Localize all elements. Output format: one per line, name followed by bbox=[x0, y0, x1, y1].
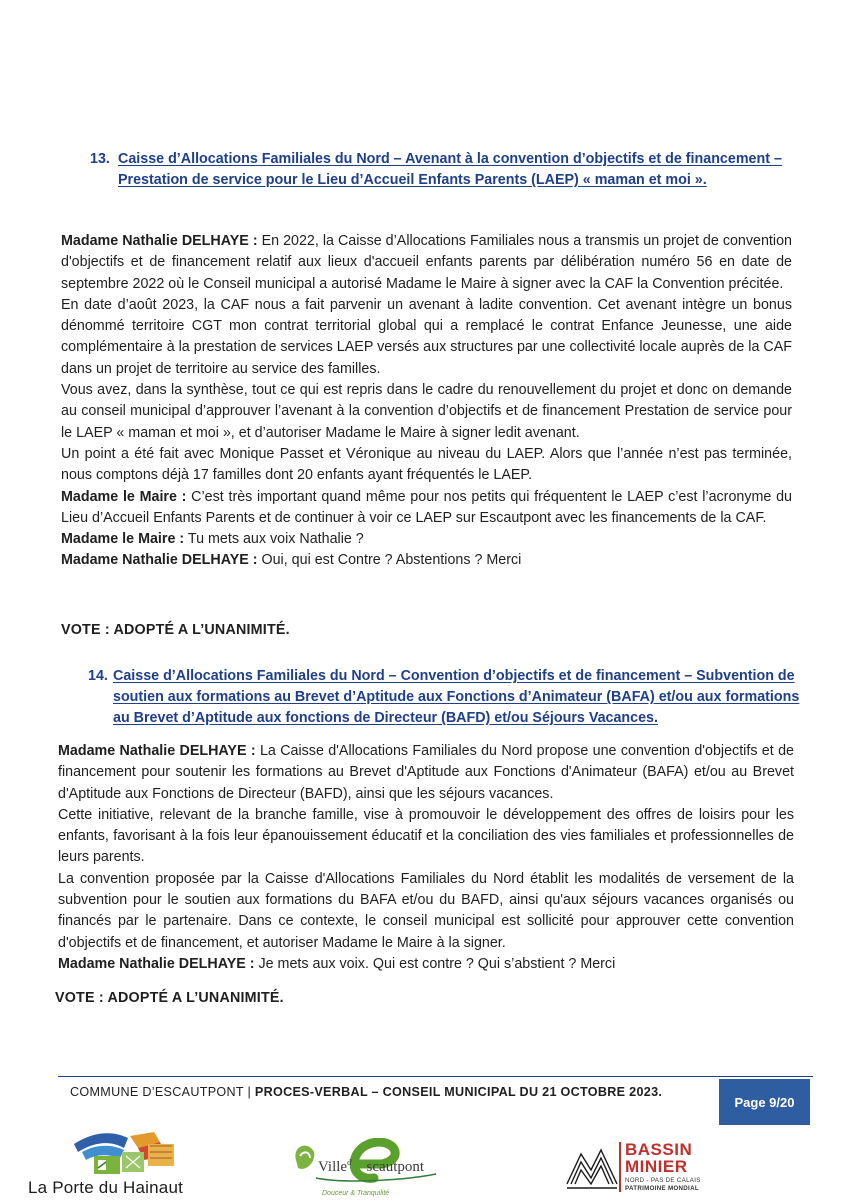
hainaut-logo bbox=[28, 1126, 208, 1200]
paragraph bbox=[61, 295, 792, 380]
section-13-vote: VOTE : ADOPTÉ A L’UNANIMITÉ. bbox=[61, 622, 290, 638]
speaker-name: Madame Nathalie DELHAYE : bbox=[58, 743, 256, 759]
paragraph-text: Un point a été fait avec Monique Passet et Véronique au niveau du LAEP. Alors que l’année n’est pas terminée, nous comptons déjà 17 familles dont 20 enfants ayant fréquentés le LAEP. bbox=[61, 445, 792, 484]
paragraph bbox=[61, 444, 792, 487]
bassin-minier-logo bbox=[563, 1138, 708, 1200]
paragraph bbox=[61, 550, 792, 571]
paragraph-text: Cette initiative, relevant de la branche famille, vise à promouvoir le développement des offres de loisirs pour les enfants, favorisant à la fois leur épanouissement éducatif et la conciliation des vies familiales et professionnelles de leurs parents. bbox=[58, 806, 794, 866]
bassin-divider bbox=[619, 1142, 621, 1192]
section-14-vote: VOTE : ADOPTÉ A L’UNANIMITÉ. bbox=[55, 990, 284, 1006]
paragraph bbox=[61, 529, 792, 550]
ville-escautpont-logo bbox=[286, 1138, 451, 1200]
footer-title: PROCES-VERBAL – CONSEIL MUNICIPAL DU 21 OCTOBRE 2023. bbox=[254, 1085, 663, 1099]
bassin-line-2: MINIER bbox=[625, 1157, 688, 1176]
paragraph bbox=[58, 805, 794, 869]
paragraph-text: Tu mets aux voix Nathalie ? bbox=[184, 531, 364, 548]
bassin-minier-emblem-icon bbox=[563, 1140, 621, 1196]
paragraph bbox=[58, 741, 794, 805]
section-13-body bbox=[61, 231, 792, 572]
paragraph-text: La convention proposée par la Caisse d'Allocations Familiales du Nord établit les modalités de versement de la subvention pour le soutien aux formations du BAFA et/ou du BAFD, ainsi qu'aux séjours vacances organisés ou financés par le partenaire. Dans ce contexte, le conseil municipal est sollicité pour approuver cette convention d'objectifs et de financement, et autoriser Madame le Maire à la signer. bbox=[58, 870, 794, 951]
paragraph bbox=[61, 380, 792, 444]
ville-d: d' bbox=[347, 1158, 353, 1167]
bassin-line-4: PATRIMOINE MONDIAL bbox=[625, 1185, 699, 1192]
ville-logo-text bbox=[318, 1158, 424, 1176]
speaker-name: Madame Nathalie DELHAYE : bbox=[58, 955, 255, 972]
paragraph bbox=[58, 954, 794, 975]
paragraph-text: Je mets aux voix. Qui est contre ? Qui s’abstient ? Merci bbox=[254, 955, 616, 972]
bassin-line-3: NORD - PAS DE CALAIS bbox=[625, 1177, 701, 1184]
section-14-title-text: Caisse d’Allocations Familiales du Nord – Convention d’objectifs et de financement – Subvention de soutien aux formations au Brevet d’Aptitude aux Fonctions d’Animateur (BAFA) et/ou aux formations au Brevet d’Aptitude aux fonctions de Directeur (BAFD) et/ou Séjours Vacances. bbox=[113, 668, 800, 726]
paragraph-text: En date d’août 2023, la CAF nous a fait parvenir un avenant à ladite convention. Cet avenant intègre un bonus dénommé territoire CGT mon contrat territorial global qui a remplacé le contrat Enfance Jeunesse, une aide complémentaire à la prestation de services LAEP versés aux structures par une collectivité locale auprès de la CAF dans un projet de territoire au service des familles. bbox=[61, 296, 792, 377]
speaker-name: Madame le Maire : bbox=[61, 531, 185, 548]
paragraph-text: En 2022, la Caisse d’Allocations Familiales nous a transmis un projet de convention d'objectifs et de financement relatif aux lieux d'accueil enfants parents par délibération numéro 56 en date de septembre 2022 où le Conseil municipal a autorisé Madame le Maire à signer avec la CAF la Convention précitée. bbox=[61, 233, 792, 292]
section-14-number: 14. bbox=[88, 668, 108, 684]
hainaut-logo-text: La Porte du Hainaut bbox=[28, 1178, 184, 1197]
speaker-name: Madame Nathalie DELHAYE : bbox=[61, 233, 258, 249]
paragraph bbox=[61, 231, 792, 295]
ville-prefix: Ville bbox=[318, 1159, 348, 1175]
hainaut-emblem-icon bbox=[68, 1126, 198, 1178]
speaker-name: Madame Nathalie DELHAYE : bbox=[61, 552, 258, 569]
speaker-name: Madame le Maire : bbox=[61, 488, 187, 505]
paragraph-text: Vous avez, dans la synthèse, tout ce qui est repris dans le cadre du renouvellement du projet et donc on demande au conseil municipal d’approuver l’avenant à la convention d’objectifs et de financement Prestation de service pour le LAEP « maman et moi », et d’autoriser Madame le Maire à signer ledit avenant. bbox=[61, 382, 792, 441]
bassin-line-1: BASSIN bbox=[625, 1140, 693, 1159]
section-13-title bbox=[90, 149, 806, 191]
ville-tagline: Douceur & Tranquilité bbox=[322, 1190, 390, 1197]
section-14-title bbox=[88, 666, 808, 729]
footer-divider bbox=[58, 1076, 813, 1077]
section-13-title-text: Caisse d’Allocations Familiales du Nord – Avenant à la convention d’objectifs et de financement – Prestation de service pour le Lieu d’Accueil Enfants Parents (LAEP) « maman et moi ». bbox=[118, 151, 782, 188]
paragraph-text: C’est très important quand même pour nos petits qui fréquentent le LAEP c’est l’acronyme du Lieu d’Accueil Enfants Parents et de continuer à voir ce LAEP sur Escautpont avec les financements de la CAF. bbox=[61, 488, 792, 526]
paragraph bbox=[58, 869, 794, 954]
paragraph-text: La Caisse d'Allocations Familiales du Nord propose une convention d'objectifs et de financement pour soutenir les formations au Brevet d'Aptitude aux Fonctions d'Animateur (BAFA) et/ou au Brevet d'Aptitude aux Fonctions de Directeur (BAFD), ainsi que les séjours vacances. bbox=[58, 743, 794, 802]
ville-name: scautpont bbox=[366, 1159, 425, 1175]
footer-commune: COMMUNE D’ESCAUTPONT | bbox=[70, 1085, 255, 1099]
section-13-number: 13. bbox=[90, 151, 110, 167]
footer-text bbox=[70, 1085, 662, 1099]
paragraph bbox=[61, 487, 792, 530]
section-14-body bbox=[58, 741, 794, 975]
page-number-badge: Page 9/20 bbox=[719, 1079, 810, 1125]
paragraph-text: Oui, qui est Contre ? Abstentions ? Merci bbox=[257, 552, 522, 569]
